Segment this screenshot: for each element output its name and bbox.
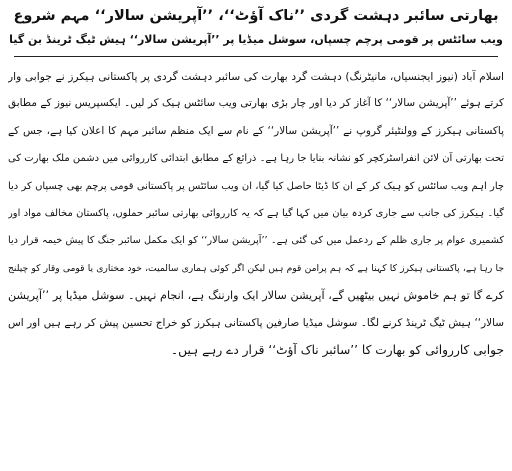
article-line-9: کرے گا تو ہم خاموش نہیں بیٹھیں گے، آپریشن سالار ایک وارننگ ہے، انجام نہیں۔ سوشل میڈیا پر ’’آپریشن xyxy=(8,289,504,303)
article-line-3: پاکستانی ہیکرز کے وولنٹیئر گروپ نے ’’آپریشن سالار‘‘ کے نام سے ایک منظم سائبر مہم کا اعلان کیا ہے، جس کے xyxy=(8,124,504,137)
article-line-6: گیا۔ ہیکرز کی جانب سے جاری کردہ بیان میں کہا گیا ہے کہ یہ کارروائی بھارتی سائبر حملوں، پاکستان مخالف مواد اور xyxy=(8,207,504,219)
headline-line-2: ویب سائٹس پر قومی پرچم چسپاں، سوشل میڈیا پر ’’آپریشن سالار‘‘ ہیش ٹیگ ٹرینڈ بن گیا xyxy=(9,33,503,46)
headline-divider xyxy=(14,56,498,57)
article-line-1: اسلام آباد (نیوز ایجنسیاں، مانیٹرنگ) دہشت گرد بھارت کی سائبر دہشت گردی پر پاکستانی ہیکرز نے جوابی وار xyxy=(8,70,504,83)
article-line-11: جوابی کارروائی کو بھارت کا ’’سائبر ناک آؤٹ‘‘ قرار دے رہے ہیں۔ xyxy=(171,342,504,357)
article-line-5: چار اہم ویب سائٹس کو ہیک کر کے ان کا ڈیٹا حاصل کیا گیا، ان ویب سائٹس پر پاکستانی قومی پرچم بھی چسپاں کر دیا xyxy=(8,180,504,192)
article-line-4: تحت بھارتی آن لائن انفراسٹرکچر کو نشانہ بنایا جا رہا ہے۔ ذرائع کے مطابق ابتدائی کارروائی میں دشمن ملک بھارت کی xyxy=(8,153,504,165)
headline-line-1: بھارتی سائبر دہشت گردی ’’ناک آؤٹ‘‘، ’’آپریشن سالار‘‘ مہم شروع xyxy=(13,8,499,24)
article-line-8: جا رہا ہے، پاکستانی ہیکرز کا کہنا ہے کہ ہم پرامن قوم ہیں لیکن اگر کوئی ہماری سالمیت، خود مختاری یا قومی وقار کو چیلنج xyxy=(8,262,504,274)
article-line-10: سالار‘‘ ہیش ٹیگ ٹرینڈ کرنے لگا۔ سوشل میڈیا صارفین پاکستانی ہیکرز کو خراج تحسین پیش کر رہے ہیں اور اس xyxy=(8,316,504,329)
article-line-2: کرتے ہوئے ’’آپریشن سالار‘‘ کا آغاز کر دیا اور چار بڑی بھارتی ویب سائٹس ہیک کر لیں۔ ایکسپریس نیوز کے مطابق xyxy=(8,97,504,110)
article-line-7: کشمیری عوام پر جاری ظلم کے ردعمل میں کی گئی ہے۔ ’’آپریشن سالار‘‘ کو ایک مکمل سائبر جنگ کا پیش خیمہ قرار دیا xyxy=(8,235,504,247)
article-body xyxy=(8,63,504,364)
